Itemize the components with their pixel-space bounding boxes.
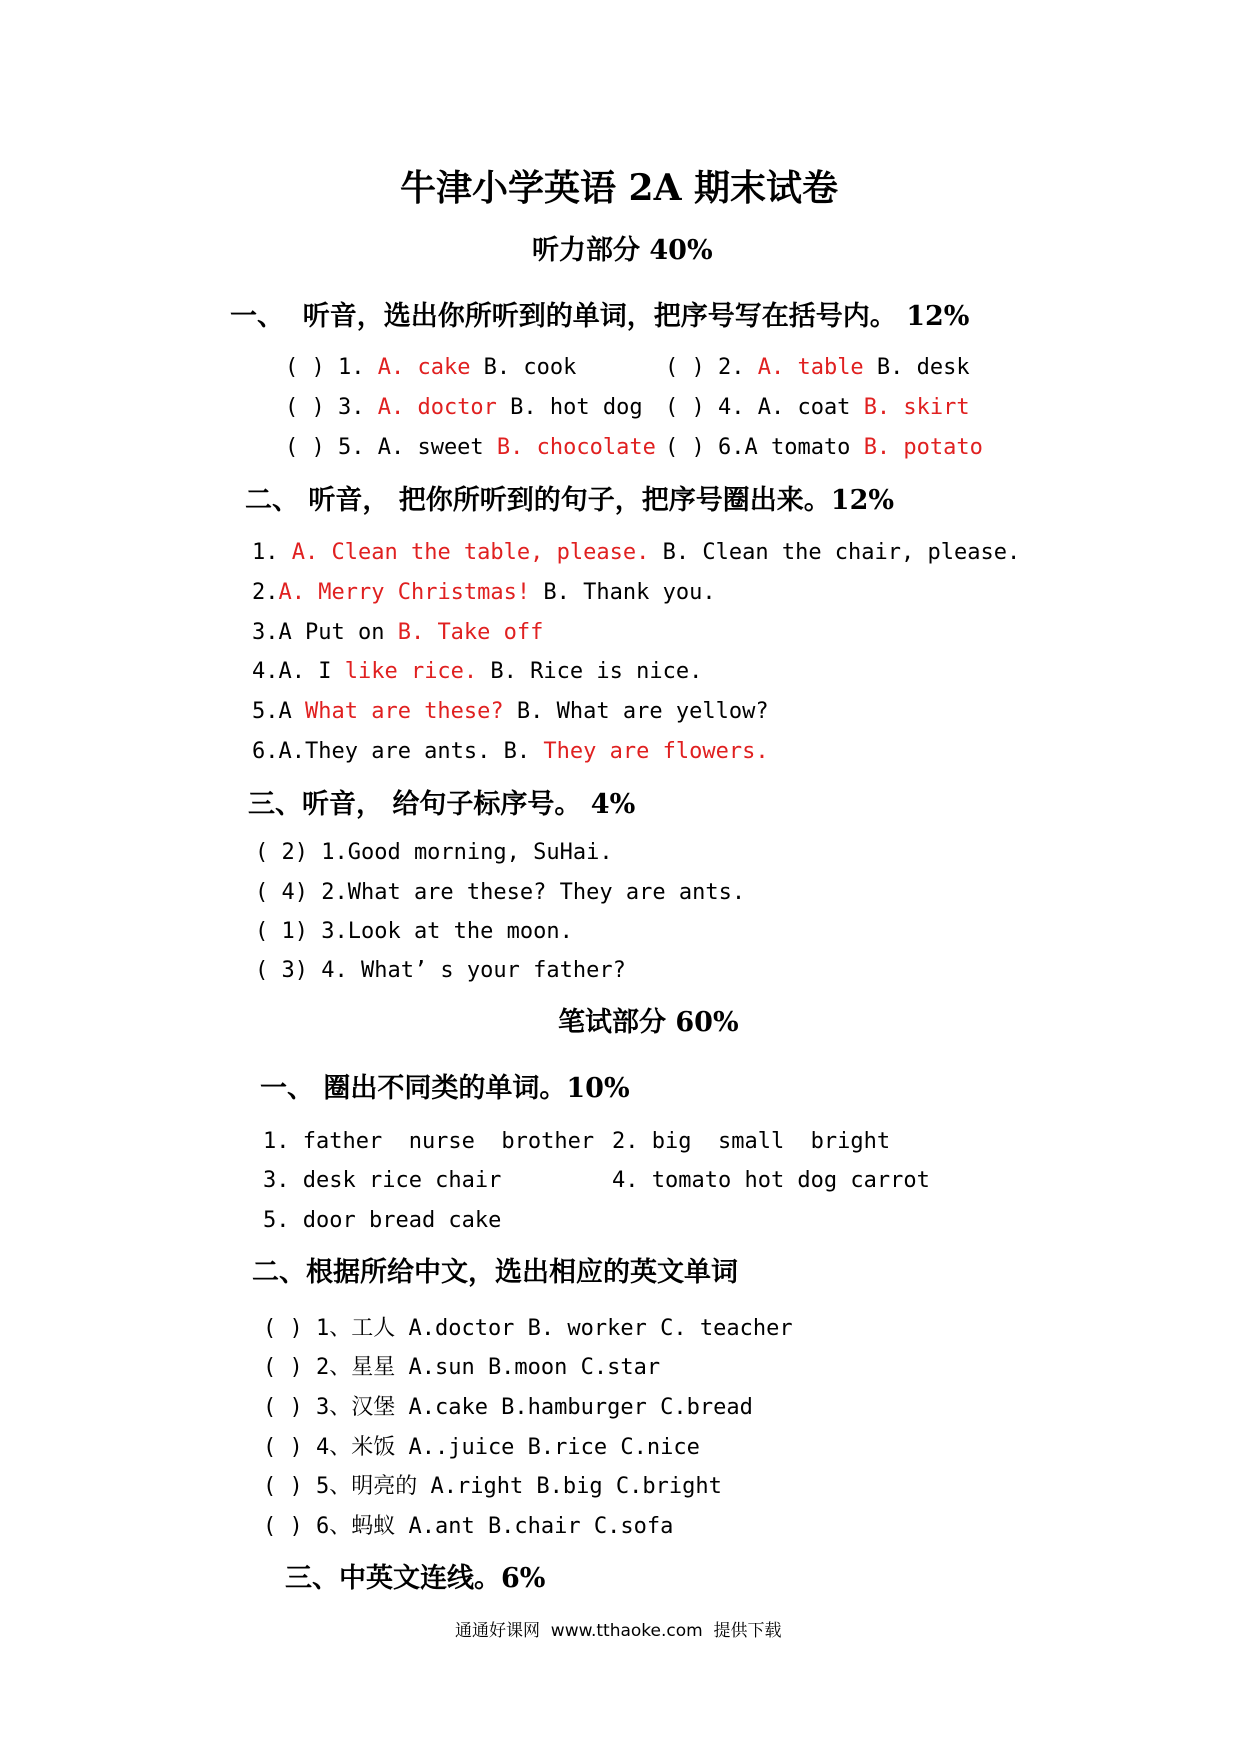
question-text: B. Thank you. — [530, 580, 716, 605]
writing-section2-line: ( ) 1、工人 A.doctor B. worker C. teacher — [263, 1316, 793, 1341]
question-text: 2. — [252, 580, 279, 605]
question-text: 3.A Put on — [252, 620, 398, 645]
question-text: B. cook — [470, 355, 577, 380]
answer-text: They are flowers. — [543, 739, 769, 764]
answer-text: A. table — [757, 355, 864, 380]
writing-section1-item: 1. father nurse brother — [263, 1129, 595, 1154]
question-text: B. Clean the chair, please. — [649, 540, 1021, 565]
listening-section1-item — [665, 435, 983, 460]
answer-text: A. Clean the table, please. — [291, 540, 650, 565]
answer-text: A. Merry Christmas! — [278, 580, 531, 605]
question-text: B. Rice is nice. — [477, 659, 703, 684]
listening-section2-line — [252, 739, 769, 764]
question-text: ( ) 5. A. sweet — [285, 435, 497, 460]
question-text: ( ) 6.A tomato — [665, 435, 864, 460]
listening-section1-item — [285, 355, 576, 380]
question-text: ( ) 2. — [665, 355, 758, 380]
question-text: ( ) 1. — [285, 355, 378, 380]
answer-text: A. doctor — [377, 395, 497, 420]
question-text: 6.A.They are ants. B. — [252, 739, 544, 764]
listening-section2-line — [252, 580, 716, 605]
listening-section3-line: ( 1) 3.Look at the moon. — [255, 919, 573, 944]
listening-section1-item — [285, 395, 643, 420]
question-text: B. hot dog — [496, 395, 643, 420]
writing-section2-line: ( ) 2、星星 A.sun B.moon C.star — [263, 1355, 661, 1380]
writing-part-title: 笔试部分 60% — [558, 1007, 739, 1038]
answer-text: A. cake — [377, 355, 471, 380]
question-text: B. desk — [863, 355, 970, 380]
writing-section1-item: 2. big small bright — [612, 1129, 891, 1154]
question-text: B. What are yellow? — [503, 699, 769, 724]
listening-section2-line — [252, 659, 702, 684]
writing-section2-line: ( ) 6、蚂蚁 A.ant B.chair C.sofa — [263, 1514, 674, 1539]
answer-text: B. potato — [863, 435, 983, 460]
question-text: 4.A. I — [252, 659, 345, 684]
writing-section2-heading: 二、根据所给中文，选出相应的英文单词 — [252, 1257, 738, 1288]
exam-title: 牛津小学英语 2A 期末试卷 — [400, 167, 839, 209]
listening-section2-line — [252, 620, 543, 645]
listening-section2-line — [252, 540, 1020, 565]
listening-section2-line — [252, 699, 769, 724]
question-text: ( ) 3. — [285, 395, 378, 420]
answer-text: B. skirt — [863, 395, 970, 420]
answer-text: What are these? — [304, 699, 504, 724]
writing-section2-line: ( ) 5、明亮的 A.right B.big C.bright — [263, 1474, 722, 1499]
answer-text: B. chocolate — [496, 435, 656, 460]
listening-section1-heading: 一、 听音，选出你所听到的单词，把序号写在括号内。 12% — [230, 301, 970, 332]
answer-text: like rice. — [344, 659, 478, 684]
listening-section3-line: ( 2) 1.Good morning, SuHai. — [255, 840, 613, 865]
answer-text: B. Take off — [397, 620, 544, 645]
writing-section2-line: ( ) 4、米饭 A..juice B.rice C.nice — [263, 1435, 700, 1460]
listening-section3-line: ( 4) 2.What are these? They are ants. — [255, 880, 746, 905]
writing-section1-item: 4. tomato hot dog carrot — [612, 1168, 930, 1193]
writing-section2-line: ( ) 3、汉堡 A.cake B.hamburger C.bread — [263, 1395, 753, 1420]
listening-section3-heading: 三、听音， 给句子标序号。 4% — [248, 789, 636, 820]
writing-section3-heading: 三、中英文连线。6% — [285, 1563, 546, 1594]
question-text: 1. — [252, 540, 292, 565]
question-text: 5.A — [252, 699, 305, 724]
listening-section2-heading: 二、 听音， 把你所听到的句子，把序号圈出来。12% — [245, 485, 895, 516]
listening-section3-line: ( 3) 4. What’ s your father? — [255, 958, 626, 983]
writing-section1-heading: 一、 圈出不同类的单词。10% — [260, 1073, 630, 1104]
listening-section1-item — [285, 435, 656, 460]
footer-source: 通通好课网 www.tthaoke.com 提供下载 — [455, 1621, 782, 1641]
writing-section1-item: 5. door bread cake — [263, 1208, 502, 1233]
listening-section1-item — [665, 355, 970, 380]
question-text: ( ) 4. A. coat — [665, 395, 864, 420]
listening-part-title: 听力部分 40% — [532, 235, 713, 266]
writing-section1-item: 3. desk rice chair — [263, 1168, 502, 1193]
listening-section1-item — [665, 395, 970, 420]
